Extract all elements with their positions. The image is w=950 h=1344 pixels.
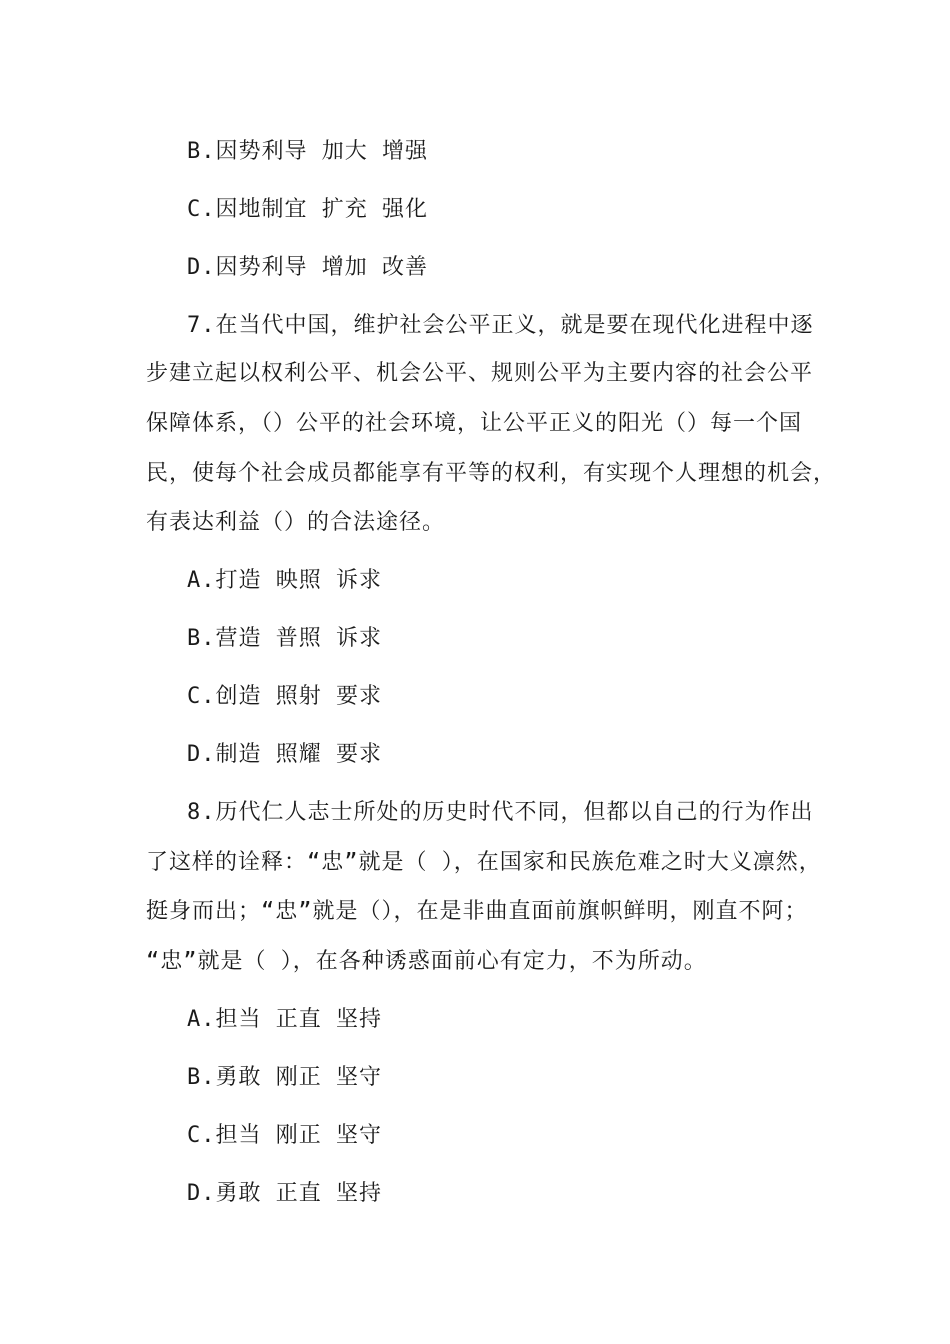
q7-stem-line-4: 民，使每个社会成员都能享有平等的权利，有实现个人理想的机会， <box>146 461 837 486</box>
q6-option-d: D.因势利导 增加 改善 <box>187 255 428 280</box>
q7-option-d: D.制造 照耀 要求 <box>187 742 382 767</box>
q8-stem-line-2: 了这样的诠释：“忠”就是（ ），在国家和民族危难之时大义凛然， <box>146 850 822 875</box>
q8-stem-line-3: 挺身而出；“忠”就是（），在是非曲直面前旗帜鲜明，刚直不阿； <box>146 899 808 924</box>
q6-option-c: C.因地制宜 扩充 强化 <box>187 197 428 222</box>
q7-stem-line-1: 7.在当代中国，维护社会公平正义，就是要在现代化进程中逐 <box>187 313 814 338</box>
q8-option-a: A.担当 正直 坚持 <box>187 1007 382 1032</box>
q7-stem-line-2: 步建立起以权利公平、机会公平、规则公平为主要内容的社会公平 <box>146 361 814 386</box>
q8-option-c: C.担当 刚正 坚守 <box>187 1123 382 1148</box>
q7-stem-line-3: 保障体系，（）公平的社会环境，让公平正义的阳光（）每一个国 <box>146 411 803 436</box>
q6-option-b: B.因势利导 加大 增强 <box>187 139 428 164</box>
q7-stem-line-5: 有表达利益（）的合法途径。 <box>146 510 446 535</box>
q7-option-b: B.营造 普照 诉求 <box>187 626 382 651</box>
q8-stem-line-1: 8.历代仁人志士所处的历史时代不同，但都以自己的行为作出 <box>187 800 814 825</box>
q8-option-b: B.勇敢 刚正 坚守 <box>187 1065 382 1090</box>
q8-option-d: D.勇敢 正直 坚持 <box>187 1181 382 1206</box>
q7-option-a: A.打造 映照 诉求 <box>187 568 382 593</box>
q8-stem-line-4: “忠”就是（ ），在各种诱惑面前心有定力，不为所动。 <box>146 949 707 974</box>
q7-option-c: C.创造 照射 要求 <box>187 684 382 709</box>
